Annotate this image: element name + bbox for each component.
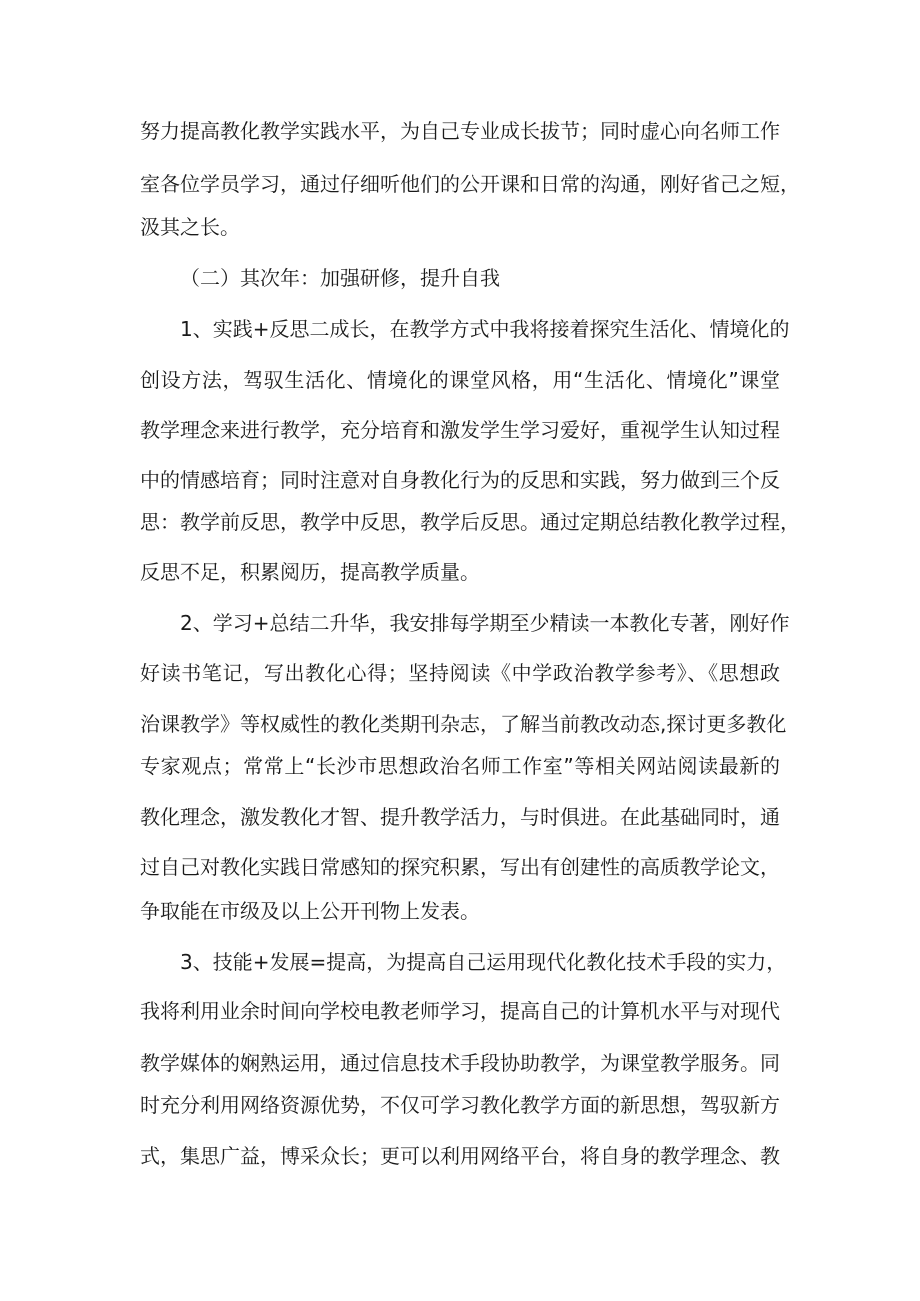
text-line: 汲其之长。 xyxy=(140,215,240,239)
text-line: 治课教学》等权威性的教化类期刊杂志，了解当前教改动态,探讨更多教化 xyxy=(140,712,787,736)
text-line: 教学媒体的娴熟运用，通过信息技术手段协助教学，为课堂教学服务。同 xyxy=(140,1051,780,1075)
text-line: 专家观点；常常上“长沙市思想政治名师工作室”等相关网站阅读最新的 xyxy=(140,754,780,778)
text-line: 反思不足，积累阅历，提高教学质量。 xyxy=(140,560,480,584)
text-line: 争取能在市级及以上公开刊物上发表。 xyxy=(140,899,480,923)
text-line: 式，集思广益，博采众长；更可以利用网络平台，将自身的教学理念、教 xyxy=(140,1144,780,1168)
section-heading: （二）其次年：加强研修，提升自我 xyxy=(180,266,500,290)
text-line: 过自己对教化实践日常感知的探究积累，写出有创建性的高质教学论文， xyxy=(140,855,780,879)
text-line: 思：教学前反思，教学中反思，教学后反思。通过定期总结教化教学过程， xyxy=(140,510,800,534)
text-line: 中的情感培育；同时注意对自身教化行为的反思和实践，努力做到三个反 xyxy=(140,468,780,492)
text-line: 创设方法，驾驭生活化、情境化的课堂风格，用“生活化、情境化”课堂 xyxy=(140,368,780,392)
text-line: 2、学习+总结二升华，我安排每学期至少精读一本教化专著，刚好作 xyxy=(180,611,790,635)
text-line: 1、实践+反思二成长，在教学方式中我将接着探究生活化、情境化的 xyxy=(180,317,790,341)
text-line: 教学理念来进行教学，充分培育和激发学生学习爱好，重视学生认知过程 xyxy=(140,418,780,442)
text-line: 教化理念，激发教化才智、提升教学活力，与时俱进。在此基础同时，通 xyxy=(140,805,780,829)
text-line: 好读书笔记，写出教化心得；坚持阅读《中学政治教学参考》、《思想政 xyxy=(140,661,780,685)
text-line: 时充分利用网络资源优势，不仅可学习教化教学方面的新思想，驾驭新方 xyxy=(140,1093,780,1117)
text-line: 3、技能+发展=提高，为提高自己运用现代化教化技术手段的实力， xyxy=(180,950,787,974)
text-line: 努力提高教化教学实践水平，为自己专业成长拔节；同时虚心向名师工作 xyxy=(140,119,780,143)
text-line: 室各位学员学习，通过仔细听他们的公开课和日常的沟通，刚好省己之短， xyxy=(140,172,800,196)
text-line: 我将利用业余时间向学校电教老师学习，提高自己的计算机水平与对现代 xyxy=(140,999,780,1023)
